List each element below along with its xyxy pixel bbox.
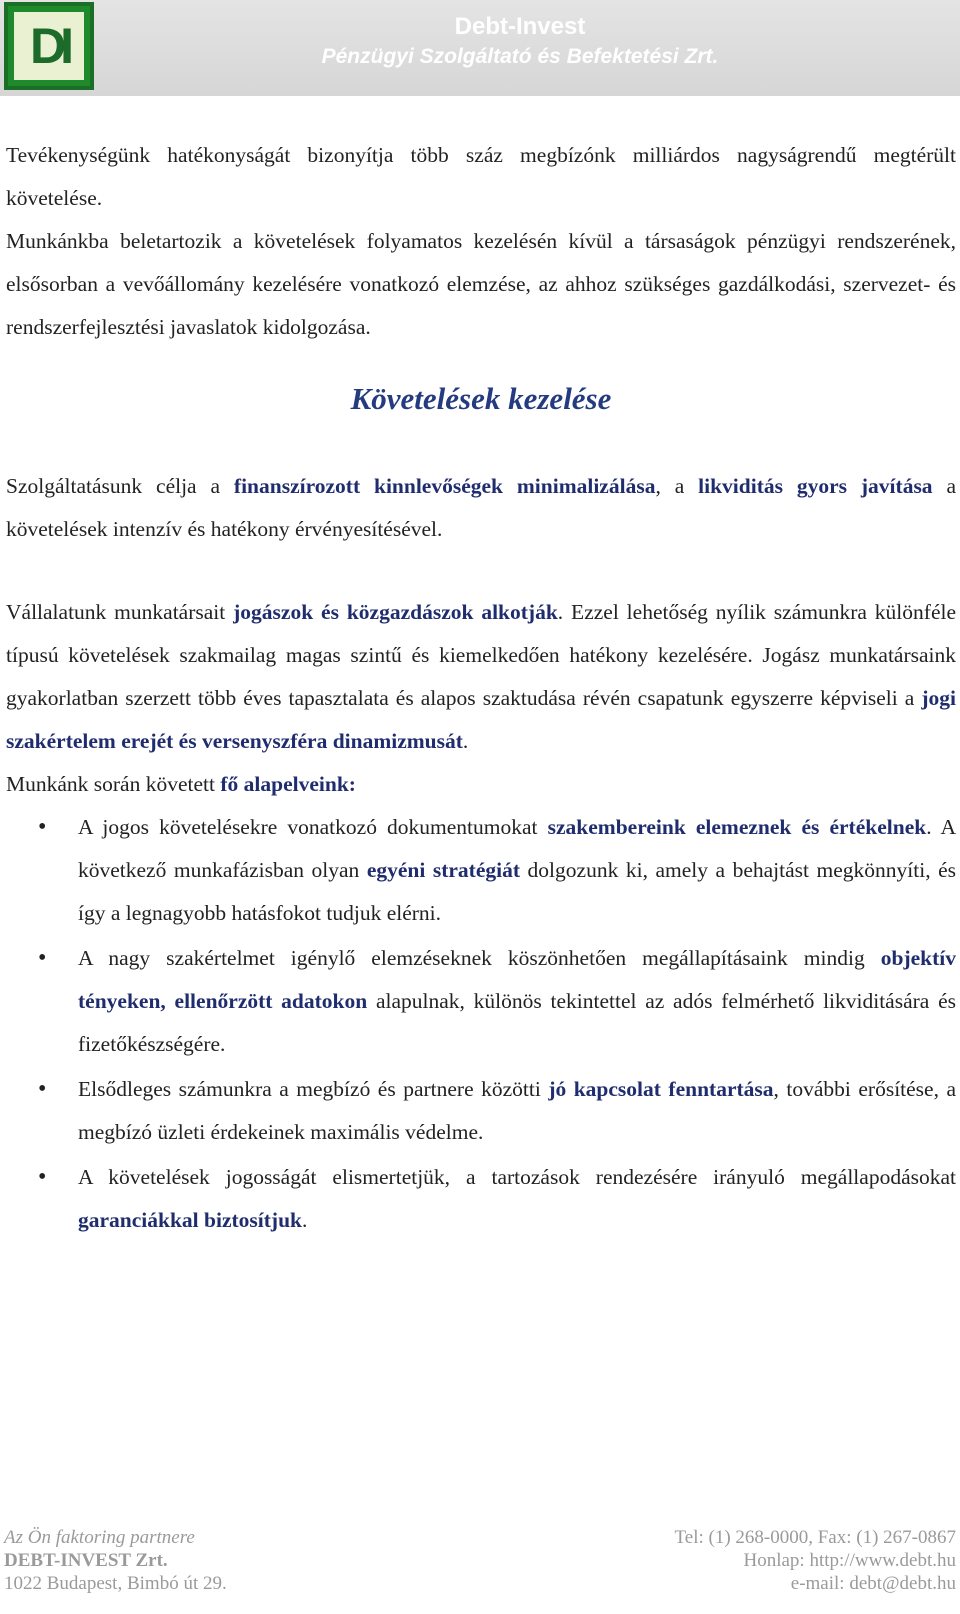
text-run: Munkánk során követett [6, 772, 221, 796]
page-header [0, 0, 960, 96]
footer-website[interactable]: Honlap: http://www.debt.hu [743, 1550, 956, 1571]
text-run: Szolgáltatásunk célja a [6, 474, 234, 498]
list-item [78, 937, 956, 1066]
footer-address: 1022 Budapest, Bimbó út 29. [4, 1573, 227, 1594]
footer-company: DEBT-INVEST Zrt. [4, 1550, 168, 1571]
text-run: Vállalatunk munkatársait [6, 600, 234, 624]
list-item [78, 806, 956, 935]
text-run: A követelések jogosságát elismertetjük, a tartozások rendezésére irányuló megállapodásokat [78, 1165, 956, 1189]
highlight-text: jogászok és közgazdászok alkotják [233, 600, 558, 624]
highlight-text: finanszírozott kinnlevőségek minimalizálása [233, 474, 656, 498]
footer-phone: Tel: (1) 268-0000, Fax: (1) 267-0867 [674, 1527, 956, 1548]
text-run: Elsődleges számunkra a megbízó és partnere közötti [78, 1077, 549, 1101]
footer-right [674, 1526, 956, 1595]
company-brand [300, 12, 740, 72]
text-run: a követelések intenzív és hatékony érvényesítésével. [6, 474, 956, 541]
text-run: A nagy szakértelmet igénylő elemzéseknek köszönhetően megállapításaink mindig [78, 946, 881, 970]
section-heading: Követelések kezelése [350, 381, 612, 416]
text-run: . Ezzel lehetőség nyílik számunkra különféle típusú követelések szakmailag magas szintű és kiemelkedően hatékony kezelésére. Jogász munkatársaink gyakorlatban szerzett több éves tapasztalata és alapos szaktudása révén csapatunk egyszerre képviseli a [6, 600, 957, 710]
footer-tagline: Az Ön faktoring partnere [4, 1527, 195, 1548]
goal-paragraph [6, 465, 956, 551]
text-run: . A következő munkafázisban olyan [78, 815, 957, 882]
document-body [6, 134, 956, 1242]
highlight-text: jó kapcsolat fenntartása [548, 1077, 774, 1101]
principles-list [6, 806, 956, 1242]
text-run: , a [655, 474, 699, 498]
text-run: . [302, 1208, 308, 1232]
scope-paragraph: Munkánkba beletartozik a követelések folyamatos kezelésén kívül a társaságok pénzügyi rendszerének, elsősorban a vevőállomány kezelésére vonatkozó elemzése, az ahhoz szükséges gazdálkodási, szervezet- és rendszerfejlesztési javaslatok kidolgozása. [6, 229, 956, 339]
text-run: . [462, 729, 469, 753]
highlight-text: fő alapelveink: [220, 772, 356, 796]
highlight-text: objektív tényeken, ellenőrzött adatokon [78, 946, 956, 1013]
text-run: , további erősítése, a megbízó üzleti érdekeinek maximális védelme. [78, 1077, 956, 1144]
company-name: Debt-Invest [454, 13, 586, 40]
list-item [78, 1156, 956, 1242]
page-footer [4, 1526, 956, 1606]
text-run: alapulnak, különös tekintettel az adós felmérhető likviditására és fizetőkészségére. [78, 989, 956, 1056]
logo-inner [14, 12, 84, 80]
list-item [78, 1068, 956, 1154]
highlight-text: egyéni stratégiát [366, 858, 521, 882]
text-run: A jogos követelésekre vonatkozó dokumentumokat [78, 815, 548, 839]
company-subtitle: Pénzügyi Szolgáltató és Befektetési Zrt. [321, 45, 719, 68]
intro-paragraph: Tevékenységünk hatékonyságát bizonyítja több száz megbízónk milliárdos nagyságrendű megtérült követelése. [6, 143, 956, 210]
footer-left [4, 1526, 227, 1595]
company-logo [4, 2, 94, 90]
highlight-text: szakembereink elemeznek és értékelnek [547, 815, 927, 839]
highlight-text: jogi szakértelem erejét és versenyszféra dinamizmusát [6, 686, 956, 753]
logo-text: DI [30, 18, 68, 74]
principles-intro [6, 763, 956, 806]
highlight-text: garanciákkal biztosítjuk [78, 1208, 302, 1232]
text-run: dolgozunk ki, amely a behajtást megkönnyíti, és így a legnagyobb hatásfokot tudjuk elérni. [78, 858, 957, 925]
team-paragraph [6, 591, 956, 763]
highlight-text: likviditás gyors javítása [698, 474, 933, 498]
footer-email[interactable]: e-mail: debt@debt.hu [790, 1573, 956, 1594]
